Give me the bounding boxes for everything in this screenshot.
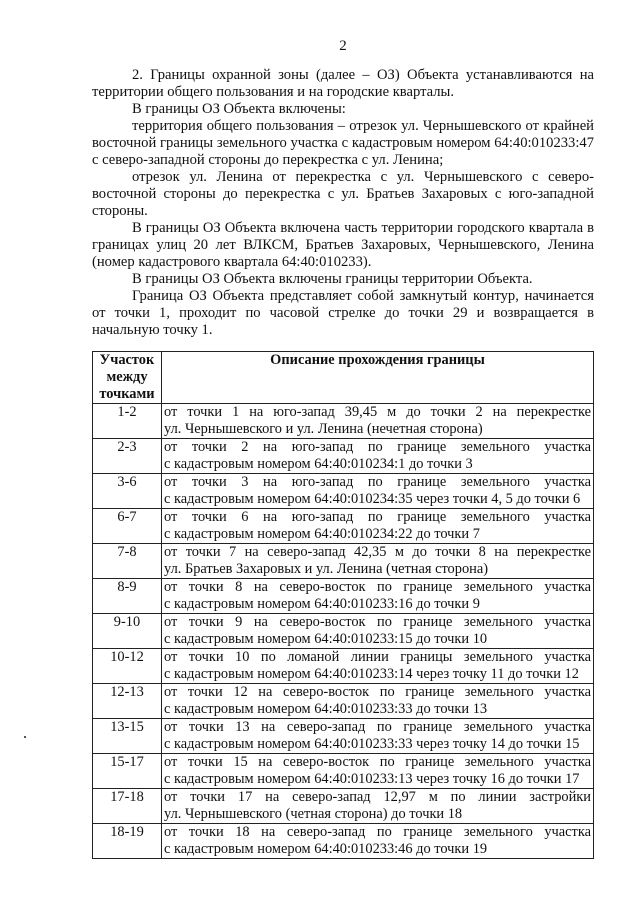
description-line-1: от точки 9 на северо-восток по границе земельного участка [164,614,591,630]
paragraph: территория общего пользования – отрезок ул. Чернышевского от крайней восточной границы земельного участка с кадастровым номером 64:40:010233:47 с северо-западной стороны до перекрестка с ул. Ленина; [92,118,594,168]
paragraph: В границы ОЗ Объекта включены границы территории Объекта. [132,271,533,287]
description-line-2: с кадастровым номером 64:40:010234:1 до точки 3 [164,456,473,472]
description-line-1: от точки 10 по ломаной линии границы земельного участка [164,649,591,665]
table-row [93,789,594,824]
description-line-2: с кадастровым номером 64:40:010234:22 до точки 7 [164,526,480,542]
description-line-1: от точки 6 на юго-запад по границе земельного участка [164,509,591,525]
table-row [93,439,594,474]
description-line-1: от точки 3 на юго-запад по границе земельного участка [164,474,591,490]
table-row [93,754,594,789]
description-line-2: ул. Братьев Захаровых и ул. Ленина (четная сторона) [164,561,489,577]
description-line-2: с кадастровым номером 64:40:010234:35 через точки 4, 5 до точки 6 [164,491,581,507]
description-line-2: с кадастровым номером 64:40:010233:46 до точки 19 [164,841,488,857]
description-cell [162,509,594,544]
table-row [93,509,594,544]
description-cell [162,404,594,439]
description-line-1: от точки 7 на северо-запад 42,35 м до точки 8 на перекрестке [164,544,591,560]
table-row [93,684,594,719]
segment-cell: 17-18 [93,789,162,824]
description-line-2: с кадастровым номером 64:40:010233:13 через точку 16 до точки 17 [164,771,580,787]
margin-dot [24,736,26,738]
table-row [93,649,594,684]
segment-cell: 8-9 [93,579,162,614]
description-cell [162,719,594,754]
description-line-1: от точки 2 на юго-запад по границе земельного участка [164,439,591,455]
description-line-1: от точки 12 на северо-восток по границе земельного участка [164,684,591,700]
description-line-2: с кадастровым номером 64:40:010233:33 до точки 13 [164,701,488,717]
description-cell [162,649,594,684]
header-description: Описание прохождения границы [162,352,594,404]
segment-cell: 18-19 [93,824,162,859]
table-row [93,474,594,509]
description-cell [162,824,594,859]
body-text [92,67,594,339]
segment-cell: 3-6 [93,474,162,509]
description-line-2: с кадастровым номером 64:40:010233:16 до точки 9 [164,596,480,612]
boundary-table [92,351,594,859]
description-line-2: ул. Чернышевского и ул. Ленина (нечетная сторона) [164,421,483,437]
description-line-2: ул. Чернышевского (четная сторона) до точки 18 [164,806,463,822]
segment-cell: 1-2 [93,404,162,439]
paragraph: В границы ОЗ Объекта включены: [132,101,346,117]
description-line-2: с кадастровым номером 64:40:010233:33 через точку 14 до точки 15 [164,736,580,752]
segment-cell: 10-12 [93,649,162,684]
description-cell [162,684,594,719]
paragraph: В границы ОЗ Объекта включена часть территории городского квартала в границах улиц 20 лет ВЛКСМ, Братьев Захаровых, Чернышевского, Ленина (номер кадастрового квартала 64:40:010233). [92,220,594,270]
segment-cell: 12-13 [93,684,162,719]
segment-cell: 13-15 [93,719,162,754]
description-line-1: от точки 15 на северо-восток по границе земельного участка [164,754,591,770]
table-row [93,719,594,754]
segment-cell: 2-3 [93,439,162,474]
table-row [93,404,594,439]
paragraph: Граница ОЗ Объекта представляет собой замкнутый контур, начинается от точки 1, проходит по часовой стрелке до точки 29 и возвращается в начальную точку 1. [92,288,594,338]
table-row [93,579,594,614]
table-header-row [93,352,594,404]
description-line-2: с кадастровым номером 64:40:010233:15 до точки 10 [164,631,488,647]
description-line-1: от точки 18 на северо-запад по границе земельного участка [164,824,591,840]
segment-cell: 7-8 [93,544,162,579]
description-cell [162,439,594,474]
description-line-1: от точки 8 на северо-восток по границе земельного участка [164,579,591,595]
description-cell [162,579,594,614]
header-segment: Участок между точками [93,352,162,404]
page-number: 2 [339,38,347,54]
description-cell [162,474,594,509]
table-row [93,544,594,579]
description-line-2: с кадастровым номером 64:40:010233:14 через точку 11 до точки 12 [164,666,579,682]
description-line-1: от точки 17 на северо-запад 12,97 м по линии застройки [164,789,591,805]
description-cell [162,754,594,789]
description-line-1: от точки 13 на северо-запад по границе земельного участка [164,719,591,735]
table-row [93,614,594,649]
segment-cell: 9-10 [93,614,162,649]
paragraph: 2. Границы охранной зоны (далее – ОЗ) Объекта устанавливаются на территории общего пользования и на городские кварталы. [92,67,594,100]
segment-cell: 6-7 [93,509,162,544]
description-cell [162,614,594,649]
paragraph: отрезок ул. Ленина от перекрестка с ул. Чернышевского с северо-восточной стороны до перекрестка с ул. Братьев Захаровых с юго-западной стороны. [92,169,594,219]
table-row [93,824,594,859]
description-line-1: от точки 1 на юго-запад 39,45 м до точки 2 на перекрестке [164,404,591,420]
segment-cell: 15-17 [93,754,162,789]
description-cell [162,789,594,824]
description-cell [162,544,594,579]
table-body [93,404,594,859]
